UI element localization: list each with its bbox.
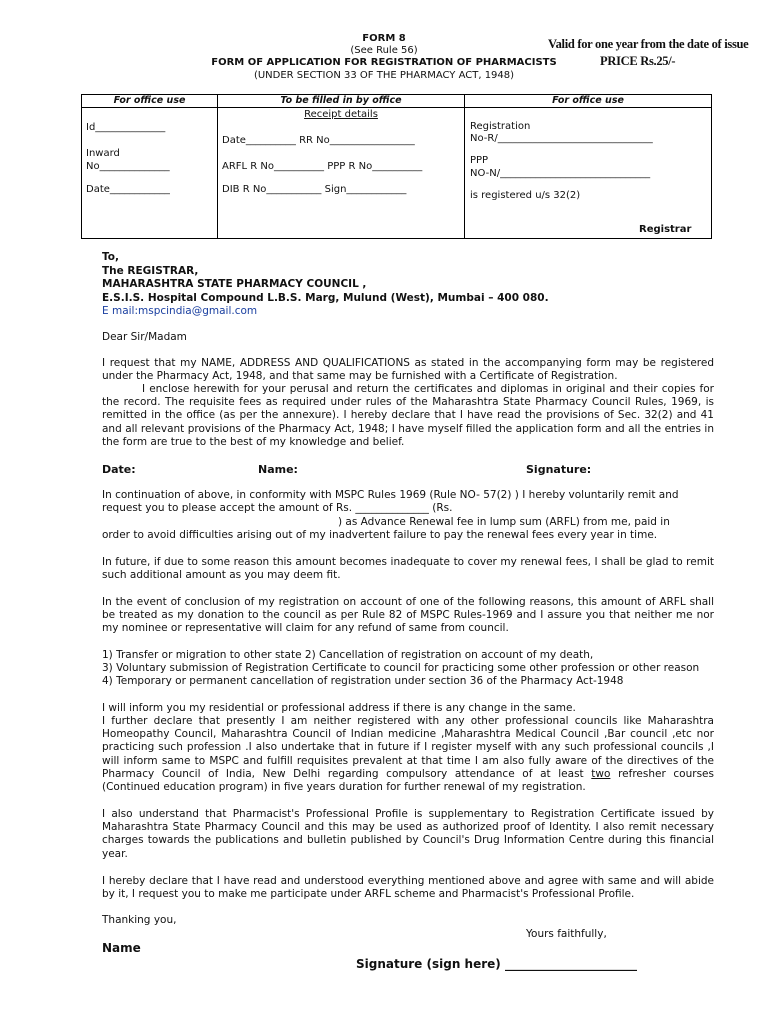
paragraph-profile: I also understand that Pharmacist's Professional Profile is supplementary to Registration Certificate issued by Maharashtra State Pharmacy Council and this may be used as authorized proof of Identity. I also remit necessary charges towards the publications and bulletin published by Council's Drug Information Centre during this financial year. [102,808,714,860]
ppp-no-field: NO-N/______________________________ [470,168,651,179]
paragraph-declaration [102,715,714,794]
address-council: MAHARASHTRA STATE PHARMACY COUNCIL , [102,278,367,290]
office-fill-cell [218,108,465,239]
continuation-line-2: request you to please accept the amount of Rs. ______________ (Rs. [102,502,453,514]
filled-by-office-header: To be filled in by office [218,95,465,108]
office-use-table [81,94,712,239]
registration-label: Registration [470,121,531,132]
reason-line-2: 3) Voluntary submission of Registration Certificate to council for practicing some other profession or other reason [102,662,700,674]
inform-address-line: I will inform you my residential or professional address if there is any change in the same. [102,702,576,714]
yours-faithfully: Yours faithfully, [526,928,607,940]
registered-note: is registered u/s 32(2) [470,190,581,201]
office-use-header-1: For office use [82,95,218,108]
address-street: E.S.I.S. Hospital Compound L.B.S. Marg, Mulund (West), Mumbai – 400 080. [102,292,549,304]
price-note: PRICE Rs.25/- [600,54,676,68]
form-title: FORM OF APPLICATION FOR REGISTRATION OF PHARMACISTS [211,57,557,68]
reason-line-1: 1) Transfer or migration to other state 2) Cancellation of registration on account of my death, [102,649,594,661]
continuation-line-1: In continuation of above, in conformity with MSPC Rules 1969 (Rule NO- 57(2) ) I hereby voluntarily remit and [102,489,679,501]
form-number: FORM 8 [362,33,406,44]
reason-line-3: 4) Temporary or permanent cancellation of registration under section 36 of the Pharmacy Act-1948 [102,675,624,687]
office-use-cell-2 [465,108,712,239]
office-use-cell-1 [82,108,218,239]
continuation-line-4: order to avoid difficulties arising out of my inadvertent failure to pay the renewal fees every year in time. [102,529,658,541]
date-label: Date: [102,463,136,476]
paragraph-agree: I hereby declare that I have read and understood everything mentioned above and agree with same and will abide by it, I request you to make me participate under ARFL scheme and Pharmacist's Professional Profile. [102,875,714,901]
continuation-line-3: ) as Advance Renewal fee in lump sum (ARFL) from me, paid in [338,516,670,528]
paragraph-future: In future, if due to some reason this amount becomes inadequate to cover my renewal fees, I shall be glad to remit such additional amount as you may deem fit. [102,556,714,582]
id-field: Id______________ [86,122,166,133]
paragraph-request: I request that my NAME, ADDRESS AND QUALIFICATIONS as stated in the accompanying form may be registered under the Pharmacy Act, 1948, and that same may be furnished with a Certificate of Registration. [102,357,714,383]
validity-note: Valid for one year from the date of issue [548,37,749,51]
paragraph-enclose: I enclose herewith for your perusal and return the certificates and diplomas in original and their copies for the record. The requisite fees as required under rules of the Maharashtra State Pharmacy Council Rules, 1969, is remitted in the office (as per the annexure). I hereby declare that I have read the provisions of Sec. 32(2) and 41 and all relevant provisions of the Pharmacy Act, 1948; I have myself filled the application form and all the entries in the form are true to the best of my knowledge and belief. [102,383,714,448]
declaration-text-end: refresher courses (Continued education program) in five years duration for further renewal of my registration. [102,767,714,794]
thanking-line: Thanking you, [102,914,177,926]
two-emphasis: two [591,767,611,780]
date-field: Date____________ [86,184,170,195]
act-section: (UNDER SECTION 33 OF THE PHARMACY ACT, 1948) [253,70,515,81]
registrar-label: Registrar [639,224,692,235]
address-to: To, [102,251,119,263]
registration-no-field: No-R/_______________________________ [470,133,653,144]
email-link[interactable]: E mail:mspcindia@gmail.com [102,305,258,317]
office-use-header-2: For office use [465,95,712,108]
inward-no-field: No______________ [86,161,170,172]
ppp-label: PPP [470,155,489,166]
signature-sign-here: Signature (sign here) ______________________ [356,957,637,971]
dib-sign-field: DIB R No___________ Sign____________ [222,184,407,195]
paragraph-conclusion: In the event of conclusion of my registration on account of one of the following reasons, this amount of ARFL shall be treated as my donation to the council as per Rule 82 of MSPC Rules-1969 and I assure you that neither me nor my nominee or representative will claim for any refund of same from council. [102,596,714,635]
receipt-details-label: Receipt details [304,109,378,120]
signature-label: Signature: [526,463,592,476]
inward-label: Inward [86,148,120,159]
salutation: Dear Sir/Madam [102,331,187,343]
name-label: Name: [258,463,298,476]
arfl-ppp-field: ARFL R No__________ PPP R No__________ [222,161,423,172]
date-rr-field: Date__________ RR No_________________ [222,135,415,146]
declaration-text: I further declare that presently I am neither registered with any other professional councils like Maharashtra Homeopathy Council, Maharashtra Council of Indian medicine ,Maharashtra Medical Council ,Bar council ,etc nor practicing such profession .I also undertake that in future if I register myself with any such professional councils ,I will inform same to MSPC and fulfill requisites prevalent at that time I am also fully aware of the directives of the Pharmacy Council of India, New Delhi regarding compulsory attendance of at least [102,715,714,780]
rule-reference: (See Rule 56) [350,45,418,56]
address-registrar: The REGISTRAR, [102,265,199,277]
name-footer: Name [102,941,141,955]
